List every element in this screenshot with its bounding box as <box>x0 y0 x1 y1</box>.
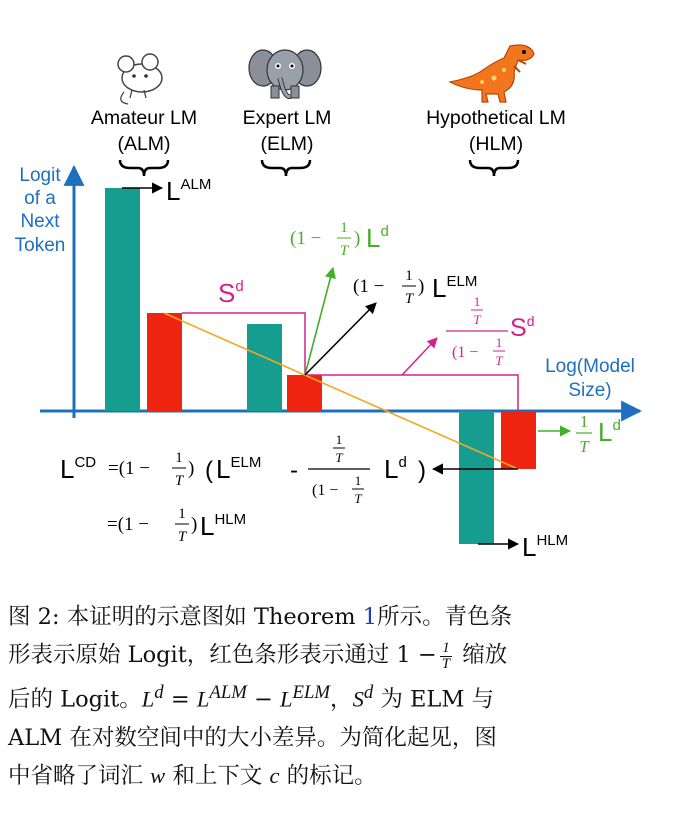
svg-text:Ld: $L^d$ <box>366 223 389 253</box>
svg-text:T: T <box>354 491 362 506</box>
svg-text:T: T <box>579 437 589 456</box>
dinosaur-icon <box>450 45 534 102</box>
svg-text:1: 1 <box>340 220 348 236</box>
label-l-alm: $L^{ALM}$ <box>166 176 212 206</box>
caption-line-3: 后的 Logit。$L^d = L^{ALM} - L^{ELM}$，$S^d$ 为 ELM 与 <box>8 682 495 713</box>
model-abbr-elm: (ELM) <box>260 133 314 155</box>
svg-text:T: T <box>335 450 343 465</box>
caption-line-4: ALM 在对数空间中的大小差异。为简化起见，图 <box>8 724 497 751</box>
elephant-icon <box>249 50 321 98</box>
svg-text:LCD: $L^{CD}$ <box>60 454 97 484</box>
svg-text:(: ( <box>205 457 213 484</box>
label-small-ld <box>576 412 621 456</box>
svg-text:1: 1 <box>175 450 183 466</box>
model-abbr-alm: (ALM) <box>117 133 171 155</box>
caption-line-1: 图 2: 本证明的示意图如 Theorem 1所示。青色条 <box>8 604 513 630</box>
sd-bracket <box>182 313 305 375</box>
svg-text:T: T <box>174 473 184 489</box>
svg-text:): ) <box>188 458 195 479</box>
label-scaled-sd <box>446 294 534 368</box>
bar-alm-raw <box>105 188 140 411</box>
svg-text:T: T <box>473 312 481 327</box>
svg-text:1: 1 <box>405 268 413 284</box>
label-sd: $S^d$ <box>218 278 244 308</box>
label-l-hlm: $L^{HLM}$ <box>522 532 569 562</box>
bar-hlm-scaled <box>501 411 536 469</box>
svg-text:-: - <box>290 457 298 484</box>
svg-text:T: T <box>177 529 187 545</box>
model-name-elm: Expert LM <box>242 107 332 129</box>
lcd-equation-line1 <box>60 432 426 506</box>
bar-alm-scaled <box>147 313 182 411</box>
brace-alm <box>120 160 168 176</box>
svg-text:LHLM: $L^{HLM}$ <box>200 511 247 541</box>
ld-green-arrow <box>305 268 333 375</box>
mouse-icon <box>118 54 162 104</box>
svg-text:): ) <box>418 457 426 484</box>
svg-text:1: 1 <box>178 506 186 522</box>
svg-text:LELM: $L^{ELM}$ <box>216 454 262 484</box>
svg-text:1: 1 <box>354 473 362 488</box>
svg-text:1: 1 <box>473 294 481 309</box>
svg-text:1: 1 <box>579 412 589 431</box>
svg-text:1: 1 <box>335 432 343 447</box>
svg-text:Sd: $S^d$ <box>510 313 535 342</box>
svg-text:1: 1 <box>495 335 503 350</box>
svg-text:T: T <box>339 243 349 259</box>
sd-scaled-pointer <box>402 338 437 375</box>
model-abbr-hlm: (HLM) <box>468 133 524 155</box>
svg-text:=(1 −: =(1 − <box>108 458 151 479</box>
svg-text:Ld: $L^d$ <box>384 454 407 484</box>
model-name-hlm: Hypothetical LM <box>426 107 566 129</box>
figure-caption <box>8 598 673 795</box>
svg-text:(1 −: (1 − <box>312 482 339 499</box>
sd-scaled-bracket <box>305 375 518 411</box>
svg-text:T: T <box>404 291 414 307</box>
svg-text:(1 −: (1 − <box>290 228 322 249</box>
bar-hlm-raw <box>459 411 494 544</box>
y-axis-label-line1: Logit <box>19 165 61 186</box>
caption-fraction: $\frac{1}{T}$ <box>441 639 451 672</box>
svg-text:T: T <box>495 353 503 368</box>
y-axis-label-line2: of a <box>24 188 56 209</box>
brace-elm <box>262 160 310 176</box>
svg-text:(1 −: (1 − <box>353 276 385 297</box>
svg-text:(1 −: (1 − <box>452 344 479 361</box>
lelm-black-arrow <box>305 303 376 375</box>
svg-text:): ) <box>354 228 361 249</box>
caption-line-5: 中省略了词汇 w 和上下文 c 的标记。 <box>8 762 377 789</box>
svg-text:): ) <box>418 276 425 297</box>
y-axis-label-line4: Token <box>14 235 66 256</box>
svg-text:LELM: $L^{ELM}$ <box>432 273 478 303</box>
bar-elm-raw <box>247 324 282 411</box>
brace-hlm <box>470 160 518 176</box>
caption-line-2: 形表示原始 Logit，红色条形表示通过 1 − $\frac{1}{T}$ 缩放 <box>8 639 508 672</box>
x-axis-label-line2: Size) <box>568 380 612 401</box>
x-axis-label-line1: Log(Model <box>545 356 635 377</box>
label-green-ld <box>290 220 389 259</box>
svg-text:Ld: $L^d$ <box>598 417 621 447</box>
model-name-alm: Amateur LM <box>90 107 198 129</box>
lcd-equation-line2 <box>107 506 246 545</box>
label-scaled-lelm <box>353 268 477 307</box>
theorem-ref-link[interactable]: 1 <box>362 604 378 630</box>
y-axis-label-line3: Next <box>20 211 60 232</box>
svg-text:=(1 −: =(1 − <box>107 514 150 535</box>
svg-text:): ) <box>191 514 198 535</box>
